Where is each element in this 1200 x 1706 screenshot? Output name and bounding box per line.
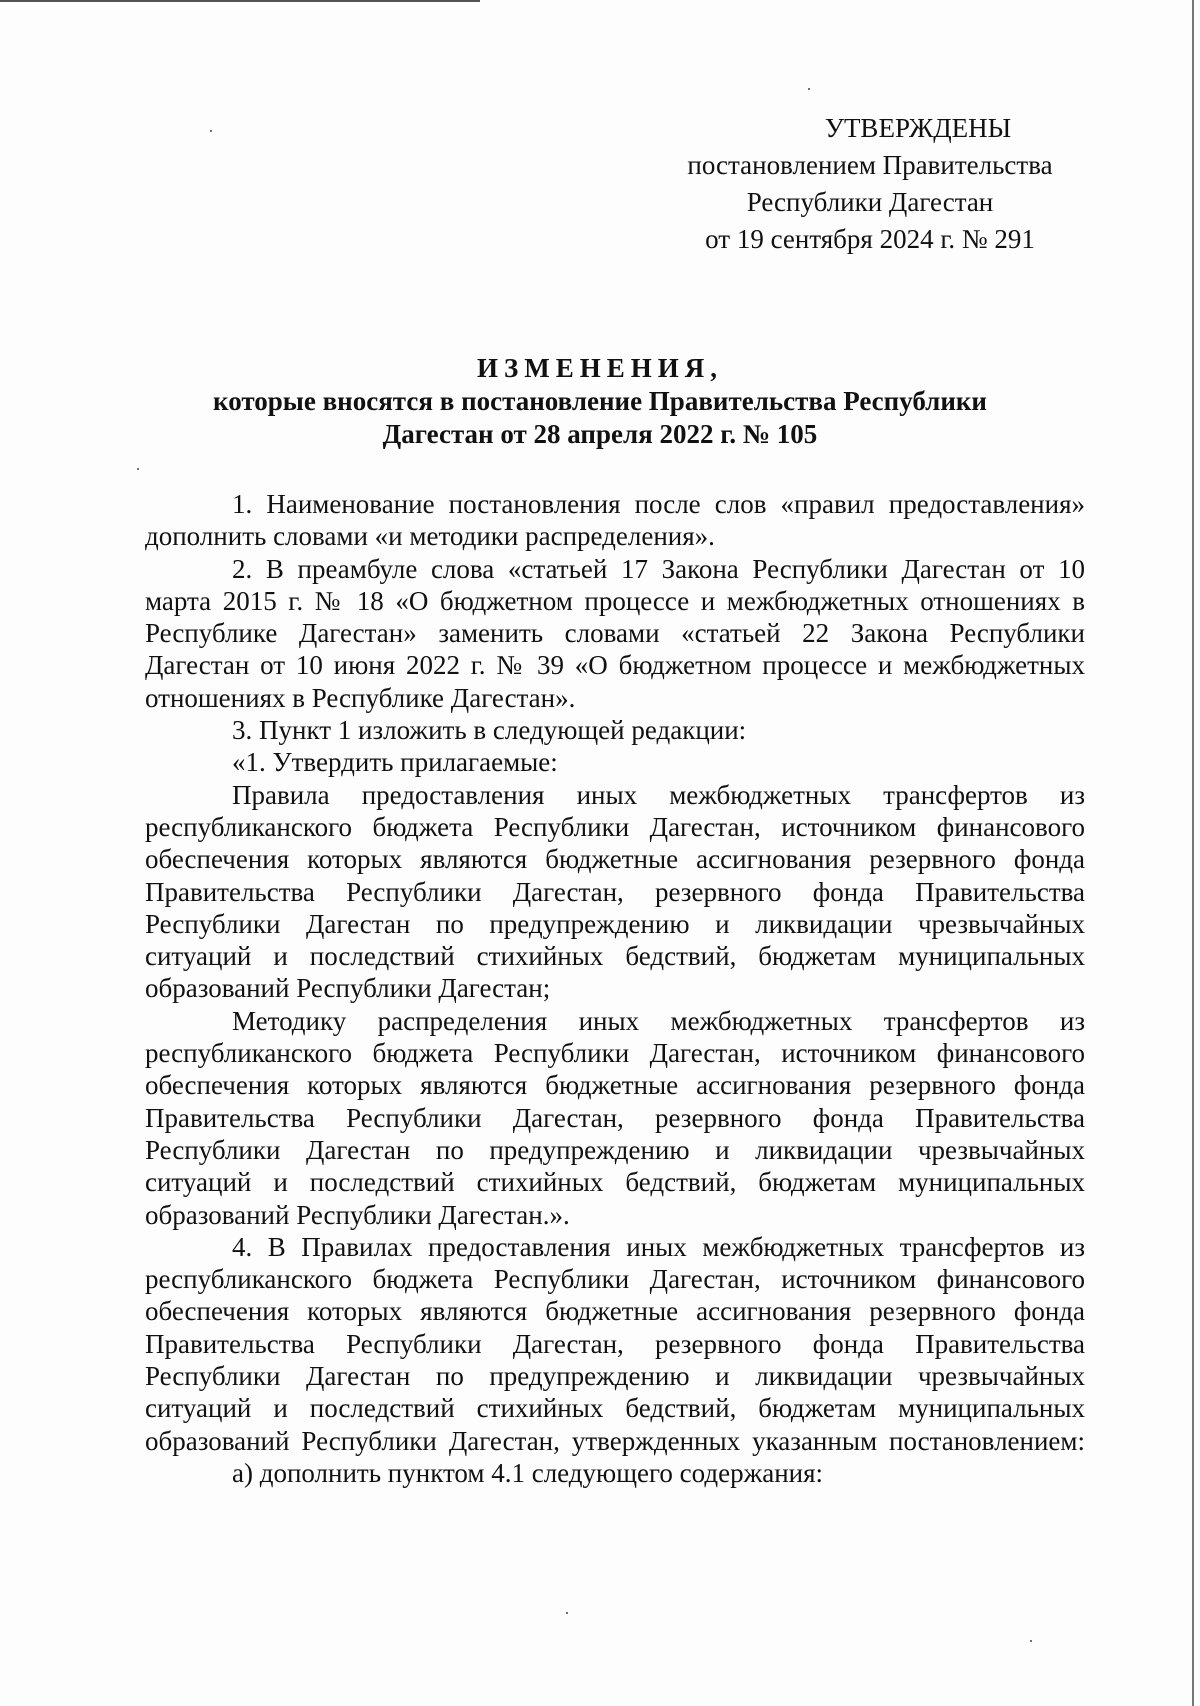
scan-edge-right (1192, 0, 1194, 1706)
scan-speck (808, 88, 810, 90)
scan-speck (566, 1612, 568, 1614)
approval-date-number: от 19 сентября 2024 г. № 291 (705, 224, 1035, 254)
title-line-2: которые вносятся в постановление Правительства Республики (213, 386, 987, 416)
paragraph-approve: «1. Утвердить прилагаемые: (232, 747, 558, 778)
document-body (145, 488, 1085, 1489)
approval-line-2: постановлением Правительства (687, 150, 1053, 180)
paragraph-2: 2. В преамбуле слова «статьей 17 Закона Республики Дагестан от 10 марта 2015 г. № 18 «О бюджетном процессе и межбюджетных отношениях в Республике Дагестан» заменить словами «статьей 22 Закона Республики Дагестан от 10 июня 2022 г. № 39 «О бюджетном процессе и межбюджетных отношениях в Республике Дагестан». (145, 553, 1085, 713)
scan-edge-top (0, 0, 480, 2)
paragraph-methodology: Методику распределения иных межбюджетных трансфертов из республиканского бюджета Республики Дагестан, источником финансового обеспечения которых являются бюджетные ассигнования резервного фонда Правительства Республики Дагестан, резервного фонда Правительства Республики Дагестан по предупреждению и ликвидации чрезвычайных ситуаций и последствий стихийных бедствий, бюджетам муниципальных образований Республики Дагестан.». (145, 1005, 1085, 1230)
paragraph-1: 1. Наименование постановления после слов «правил предоставления» дополнить словами «и методики распределения». (145, 489, 1085, 552)
paragraph-3: 3. Пункт 1 изложить в следующей редакции: (232, 715, 747, 746)
title-line-3: Дагестан от 28 апреля 2022 г. № 105 (382, 419, 818, 449)
scan-speck (1030, 1640, 1032, 1642)
approval-line-3: Республики Дагестан (746, 187, 994, 217)
scan-speck (137, 468, 139, 470)
scan-speck (210, 130, 212, 132)
paragraph-4a: а) дополнить пунктом 4.1 следующего содержания: (232, 1457, 824, 1488)
approval-heading: УТВЕРЖДЕНЫ (824, 113, 1012, 143)
approval-stamp-block (660, 110, 1080, 258)
title-heading: ИЗМЕНЕНИЯ, (476, 353, 723, 383)
paragraph-rules: Правила предоставления иных межбюджетных трансфертов из республиканского бюджета Республики Дагестан, источником финансового обеспечения которых являются бюджетные ассигнования резервного фонда Правительства Республики Дагестан, резервного фонда Правительства Республики Дагестан по предупреждению и ликвидации чрезвычайных ситуаций и последствий стихийных бедствий, бюджетам муниципальных образований Республики Дагестан; (145, 779, 1085, 1004)
paragraph-4: 4. В Правилах предоставления иных межбюджетных трансфертов из республиканского бюджета Республики Дагестан, источником финансового обеспечения которых являются бюджетные ассигнования резервного фонда Правительства Республики Дагестан, резервного фонда Правительства Республики Дагестан по предупреждению и ликвидации чрезвычайных ситуаций и последствий стихийных бедствий, бюджетам муниципальных образований Республики Дагестан, утвержденных указанным постановлением: (145, 1231, 1085, 1456)
document-title (120, 352, 1080, 451)
